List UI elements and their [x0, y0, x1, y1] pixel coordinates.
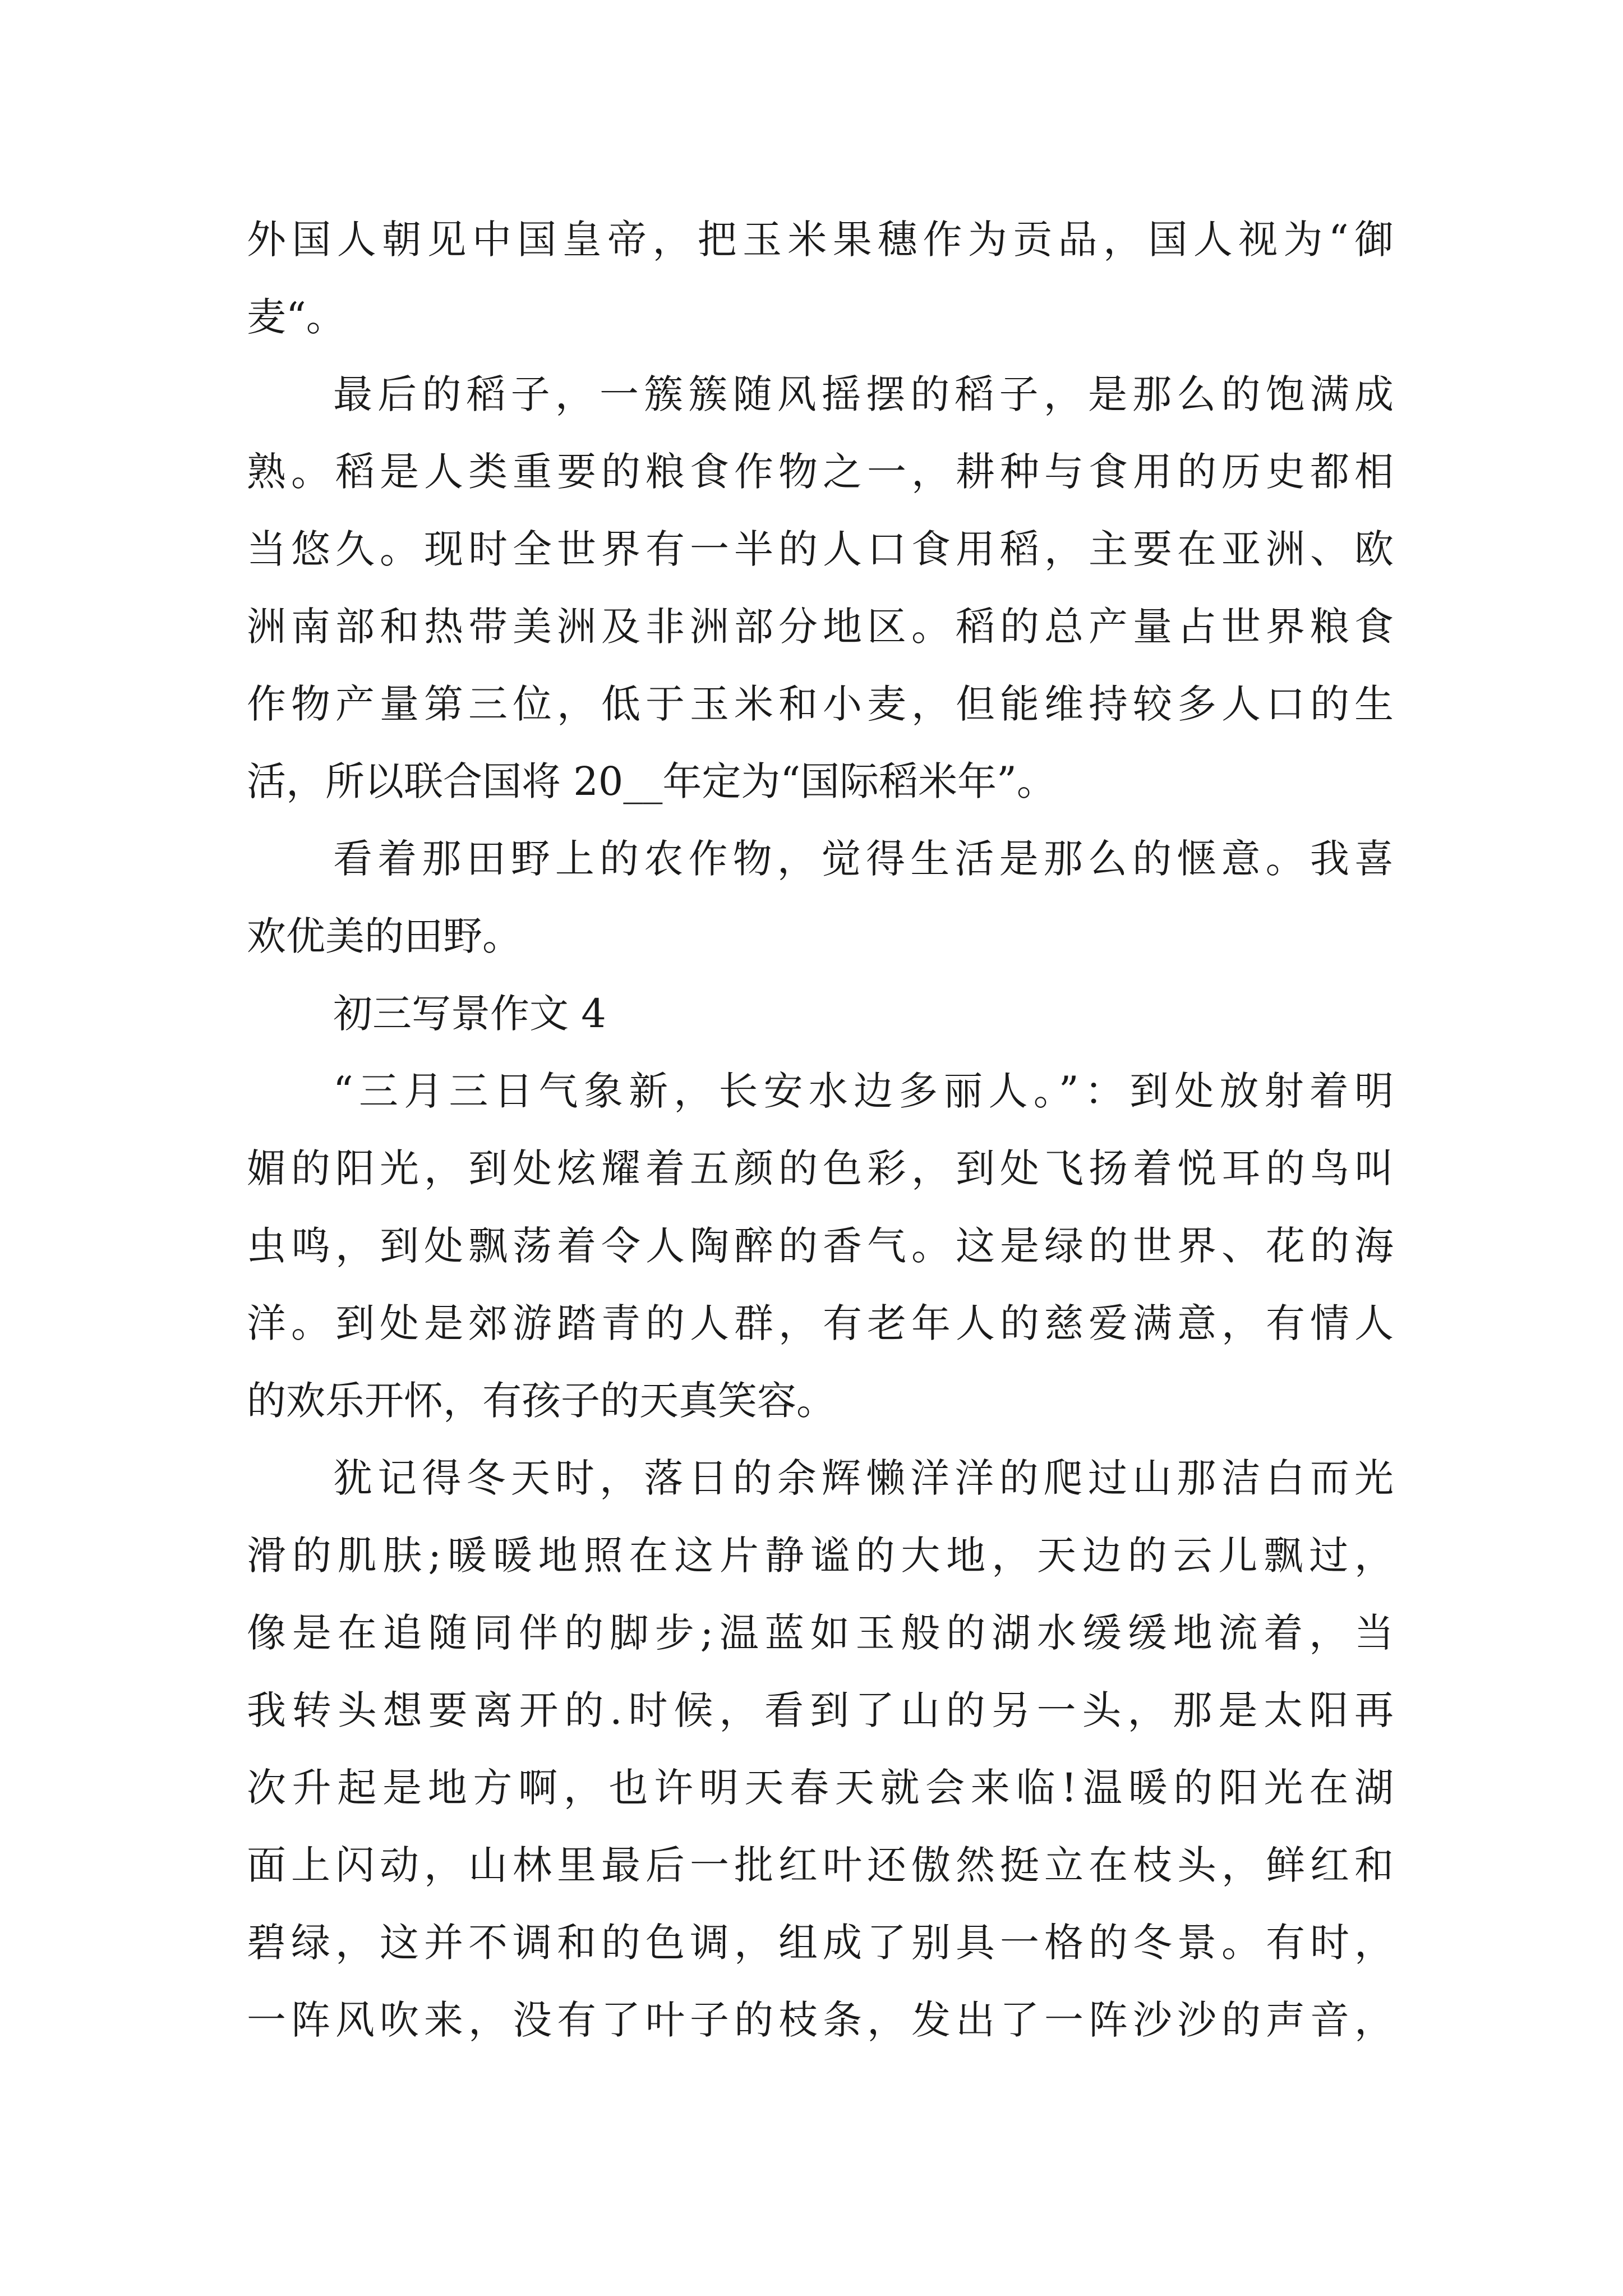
paragraph-line: 媚的阳光，到处炫耀着五颜的色彩，到处飞扬着悦耳的鸟叫: [247, 1145, 1394, 1191]
paragraph-line: 碧绿，这并不调和的色调，组成了别具一格的冬景。有时，: [247, 1920, 1394, 1966]
paragraph-line: 洋。到处是郊游踏青的人群，有老年人的慈爱满意，有情人: [247, 1300, 1394, 1346]
paragraph-line: 我转头想要离开的.时候，看到了山的另一头，那是太阳再: [247, 1687, 1394, 1733]
paragraph-line: 外国人朝见中国皇帝，把玉米果穗作为贡品，国人视为“御: [247, 217, 1394, 263]
paragraph-line: 作物产量第三位，低于玉米和小麦，但能维持较多人口的生: [247, 681, 1394, 727]
paragraph-line: 的欢乐开怀，有孩子的天真笑容。: [247, 1378, 836, 1424]
paragraph-line: 像是在追随同伴的脚步;温蓝如玉般的湖水缓缓地流着，当: [247, 1610, 1394, 1656]
paragraph-first-line: 看着那田野上的农作物，觉得生活是那么的惬意。我喜: [333, 836, 1394, 882]
paragraph-line: 当悠久。现时全世界有一半的人口食用稻，主要在亚洲、欧: [247, 526, 1394, 572]
paragraph-first-line: “三月三日气象新，长安水边多丽人。”：到处放射着明: [333, 1068, 1394, 1114]
paragraph-line: 面上闪动，山林里最后一批红叶还傲然挺立在枝头，鲜红和: [247, 1842, 1394, 1888]
paragraph-line: 活，所以联合国将 20__年定为“国际稻米年”。: [247, 758, 1056, 804]
paragraph-line: 虫鸣，到处飘荡着令人陶醉的香气。这是绿的世界、花的海: [247, 1223, 1394, 1269]
paragraph-line: 洲南部和热带美洲及非洲部分地区。稻的总产量占世界粮食: [247, 604, 1394, 650]
paragraph-line: 熟。稻是人类重要的粮食作物之一，耕种与食用的历史都相: [247, 449, 1394, 495]
paragraph-line: 麦“。: [247, 294, 345, 340]
paragraph-line: 一阵风吹来，没有了叶子的枝条，发出了一阵沙沙的声音，: [247, 1997, 1394, 2043]
paragraph-line: 滑的肌肤;暖暖地照在这片静谧的大地，天边的云儿飘过，: [247, 1533, 1394, 1579]
section-heading: 初三写景作文 4: [333, 991, 606, 1037]
paragraph-line: 次升起是地方啊，也许明天春天就会来临!温暖的阳光在湖: [247, 1765, 1394, 1811]
paragraph-first-line: 犹记得冬天时，落日的余辉懒洋洋的爬过山那洁白而光: [333, 1455, 1394, 1501]
document-body: [247, 201, 1394, 2059]
paragraph-first-line: 最后的稻子，一簇簇随风摇摆的稻子，是那么的饱满成: [333, 371, 1394, 417]
paragraph-line: 欢优美的田野。: [247, 913, 522, 959]
